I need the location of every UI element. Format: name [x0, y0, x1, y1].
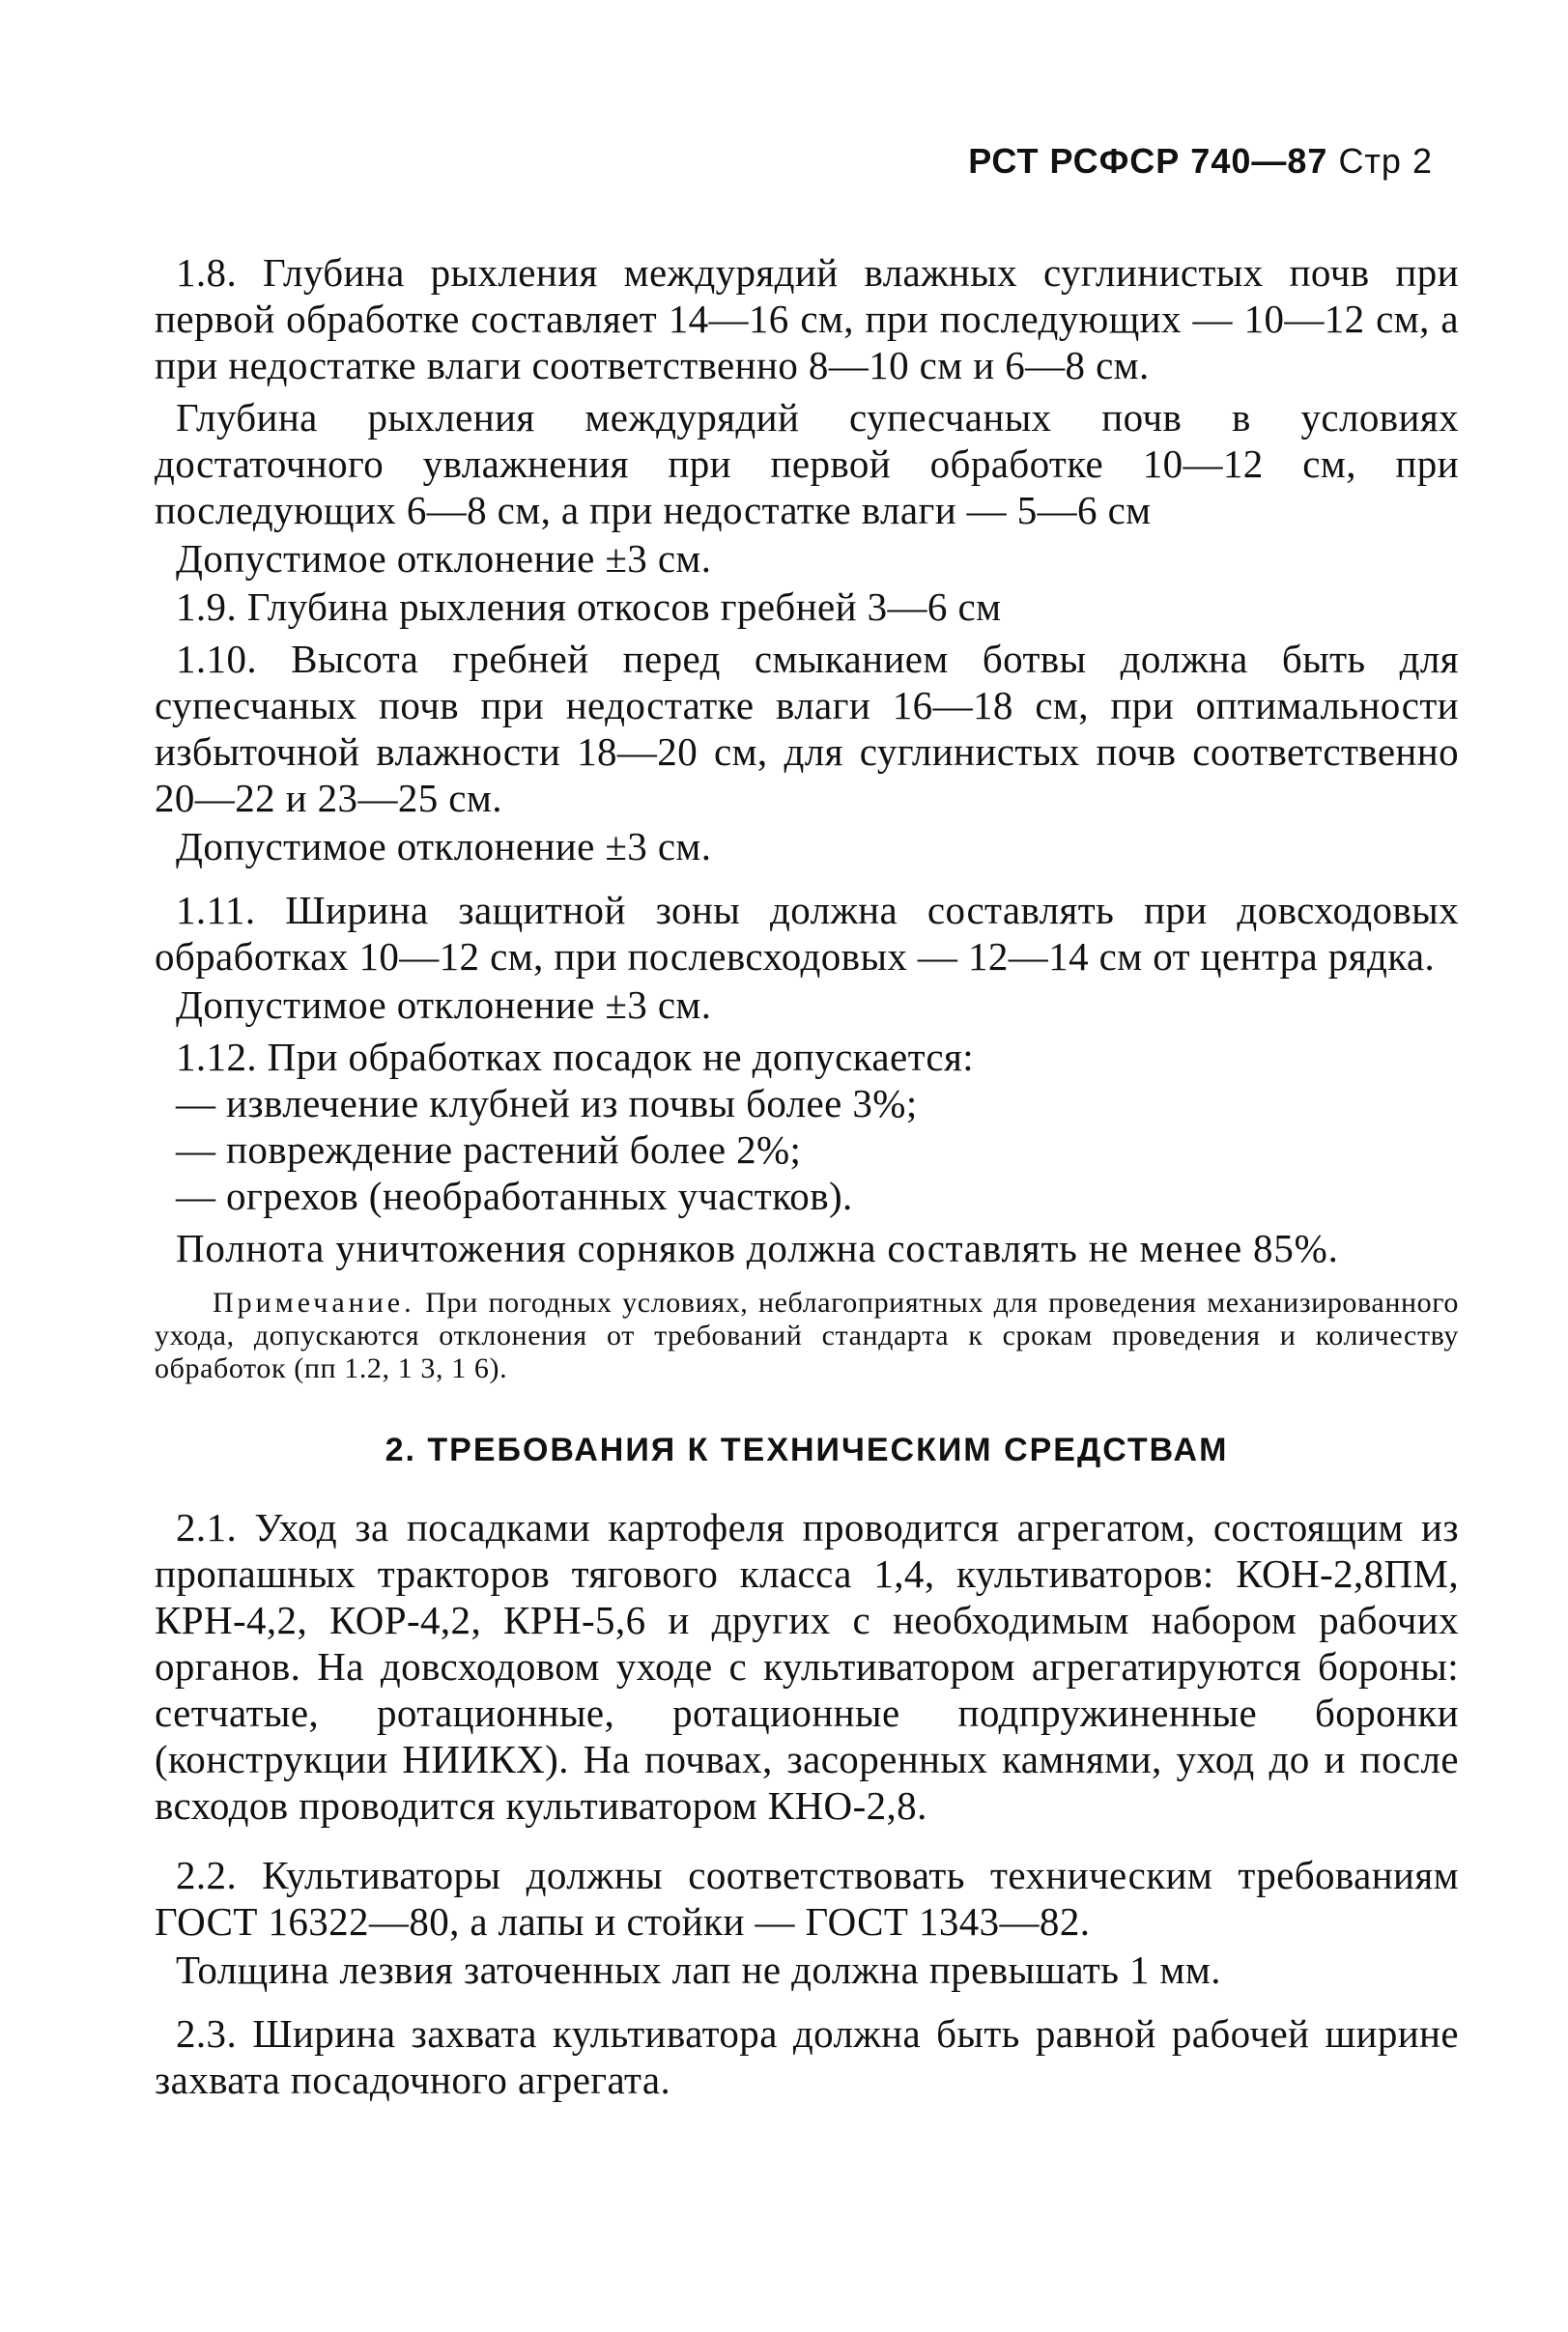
paragraph-1-8-sandy: Глубина рыхления междурядий супесчаных почв в условиях достаточного увлажнения при первой обработке 10—12 см, при последующих 6—8 см, а при недостатке влаги — 5—6 см [155, 395, 1459, 532]
note-label: Примечание. [213, 1287, 415, 1319]
note-text: При погодных условиях, неблагоприятных для проведения механизированного ухода, допускаются отклонения от требований стандарта к срокам проведения и количеству обработок (пп 1.2, 1 3, 1 6). [155, 1287, 1459, 1384]
paragraph-1-8-tolerance: Допустимое отклонение ±3 см. [176, 536, 712, 581]
note-block [155, 1287, 1459, 1385]
paragraph-1-9: 1.9. Глубина рыхления откосов гребней 3—6 см [176, 584, 1002, 629]
paragraph-1-8: 1.8. Глубина рыхления междурядий влажных суглинистых почв при первой обработке составляет 14—16 см, при последующих — 10—12 см, а при недостатке влаги соответственно 8—10 см и 6—8 см. [155, 250, 1459, 387]
list-item-tubers: — извлечение клубней из почвы более 3%; [176, 1081, 918, 1125]
document-code: РСТ РСФСР 740—87 [968, 141, 1328, 181]
paragraph-1-12: 1.12. При обработках посадок не допускается: [176, 1035, 975, 1079]
section-2-title: 2. ТРЕБОВАНИЯ К ТЕХНИЧЕСКИМ СРЕДСТВАМ [385, 1432, 1229, 1468]
list-item-plants: — повреждение растений более 2%; [176, 1127, 802, 1172]
paragraph-weed-control: Полнота уничтожения сорняков должна составлять не менее 85%. [176, 1226, 1339, 1270]
page-number: 2 [1411, 141, 1433, 181]
paragraph-2-2: 2.2. Культиваторы должны соответствовать техническим требованиям ГОСТ 16322—80, а лапы и стойки — ГОСТ 1343—82. [155, 1853, 1459, 1944]
paragraph-2-3: 2.3. Ширина захвата культиватора должна быть равной рабочей ширине захвата посадочного агрегата. [155, 2011, 1459, 2102]
page-header [968, 141, 1433, 182]
paragraph-2-1: 2.1. Уход за посадками картофеля проводится агрегатом, состоящим из пропашных тракторов тягового класса 1,4, культиваторов: КОН-2,8ПМ, КРН-4,2, КОР-4,2, КРН-5,6 и других с необходимым набором рабочих органов. На довсходовом уходе с культиватором агрегатируются бороны: сетчатые, ротационные, ротационные подпружиненные боронки (конструкции НИИКХ). На почвах, засоренных камнями, уход до и после всходов проводится культиватором КНО-2,8. [155, 1505, 1459, 1828]
paragraph-1-10: 1.10. Высота гребней перед смыканием ботвы должна быть для супесчаных почв при недостатке влаги 16—18 см, при оптимальности избыточной влажности 18—20 см, для суглинистых почв соответственно 20—22 и 23—25 см. [155, 637, 1459, 820]
paragraph-2-2-blade: Толщина лезвия заточенных лап не должна превышать 1 мм. [176, 1948, 1221, 1992]
paragraph-1-11-tolerance: Допустимое отклонение ±3 см. [176, 982, 712, 1027]
page-label: Стр [1338, 141, 1402, 181]
document-body [155, 249, 1459, 2103]
paragraph-1-11: 1.11. Ширина защитной зоны должна составлять при довсходовых обработках 10—12 см, при послевсходовых — 12—14 см от центра рядка. [155, 888, 1459, 979]
paragraph-1-10-tolerance: Допустимое отклонение ±3 см. [176, 824, 712, 868]
list-item-skips: — огрехов (необработанных участков). [176, 1174, 853, 1218]
